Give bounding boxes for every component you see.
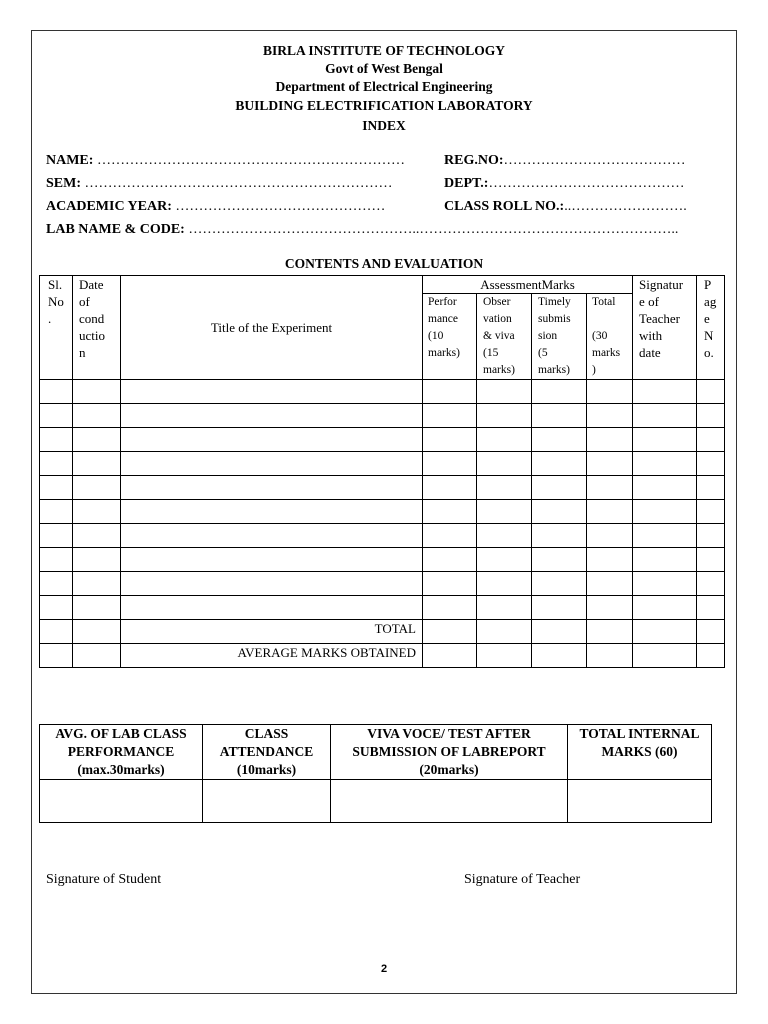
average-row (40, 644, 725, 668)
cell[interactable] (40, 644, 73, 668)
cell[interactable] (532, 548, 587, 572)
cell[interactable] (73, 524, 121, 548)
contents-title: CONTENTS AND EVALUATION (284, 256, 484, 271)
cell[interactable] (423, 620, 477, 644)
cell[interactable] (423, 452, 477, 476)
cell[interactable] (697, 500, 725, 524)
summary-value-row (40, 780, 712, 823)
cell[interactable] (121, 404, 423, 428)
summary-total-internal: TOTAL INTERNAL MARKS (60) (568, 725, 712, 780)
cell[interactable] (697, 572, 725, 596)
table-row (40, 572, 725, 596)
class-roll-field[interactable] (444, 199, 687, 215)
cell[interactable] (477, 380, 532, 404)
cell[interactable] (697, 620, 725, 644)
sem-dots: ………………………………………………………… (81, 176, 393, 191)
table-row (40, 500, 725, 524)
cell[interactable] (40, 620, 73, 644)
cell[interactable] (121, 476, 423, 500)
name-field[interactable] (46, 153, 405, 169)
reg-no-dots: ………………………………… (503, 153, 686, 168)
institute-name: BIRLA INSTITUTE OF TECHNOLOGY (263, 43, 505, 58)
cell[interactable] (73, 380, 121, 404)
cell[interactable] (532, 380, 587, 404)
cell[interactable] (40, 476, 73, 500)
cell[interactable] (697, 404, 725, 428)
table-row (40, 404, 725, 428)
cell[interactable] (121, 380, 423, 404)
col-page-no: P ag e N o. (697, 276, 725, 380)
summary-avg-value[interactable] (40, 780, 203, 823)
cell[interactable] (532, 596, 587, 620)
cell[interactable] (477, 548, 532, 572)
dept-label: DEPT.: (444, 176, 489, 191)
dept-field[interactable] (444, 176, 684, 192)
col-performance: Perfor mance (10 marks) (423, 294, 477, 380)
cell[interactable] (587, 428, 633, 452)
cell[interactable] (121, 428, 423, 452)
cell[interactable] (423, 476, 477, 500)
cell[interactable] (40, 500, 73, 524)
cell[interactable] (587, 596, 633, 620)
cell[interactable] (40, 380, 73, 404)
table-row (40, 596, 725, 620)
cell[interactable] (697, 476, 725, 500)
cell[interactable] (697, 596, 725, 620)
sem-label: SEM: (46, 176, 81, 191)
cell[interactable] (587, 500, 633, 524)
cell[interactable] (73, 644, 121, 668)
cell[interactable] (587, 644, 633, 668)
cell[interactable] (633, 620, 697, 644)
cell[interactable] (477, 404, 532, 428)
cell[interactable] (532, 500, 587, 524)
dept-dots: …………………………………… (488, 176, 685, 191)
cell[interactable] (633, 572, 697, 596)
academic-year-field[interactable] (46, 199, 385, 215)
cell[interactable] (532, 404, 587, 428)
table-row (40, 452, 725, 476)
cell[interactable] (40, 596, 73, 620)
cell[interactable] (477, 500, 532, 524)
summary-viva-voce: VIVA VOCE/ TEST AFTER SUBMISSION OF LABREPORT (20marks) (331, 725, 568, 780)
col-title: Title of the Experiment (121, 276, 423, 380)
cell[interactable] (121, 596, 423, 620)
cell[interactable] (532, 476, 587, 500)
cell[interactable] (121, 572, 423, 596)
cell[interactable] (587, 380, 633, 404)
cell[interactable] (532, 644, 587, 668)
cell[interactable] (73, 500, 121, 524)
lab-name-field[interactable] (46, 222, 678, 238)
cell[interactable] (423, 524, 477, 548)
col-assessment-marks: AssessmentMarks (423, 276, 633, 294)
total-label: TOTAL (121, 620, 423, 644)
cell[interactable] (73, 428, 121, 452)
cell[interactable] (633, 644, 697, 668)
cell[interactable] (40, 548, 73, 572)
cell[interactable] (633, 524, 697, 548)
contents-table (39, 275, 725, 668)
cell[interactable] (73, 620, 121, 644)
cell[interactable] (423, 572, 477, 596)
col-sl-no: Sl. No . (40, 276, 73, 380)
cell[interactable] (73, 596, 121, 620)
table-row (40, 524, 725, 548)
cell[interactable] (477, 428, 532, 452)
cell[interactable] (532, 428, 587, 452)
reg-no-label: REG.NO: (444, 153, 504, 168)
col-observation: Obser vation & viva (15 marks) (477, 294, 532, 380)
cell[interactable] (40, 404, 73, 428)
cell[interactable] (477, 644, 532, 668)
summary-table (39, 724, 712, 823)
cell[interactable] (633, 500, 697, 524)
cell[interactable] (73, 404, 121, 428)
cell[interactable] (633, 380, 697, 404)
cell[interactable] (121, 500, 423, 524)
cell[interactable] (477, 596, 532, 620)
cell[interactable] (477, 476, 532, 500)
table-row (40, 548, 725, 572)
index-title: INDEX (362, 118, 406, 133)
teacher-signature: Signature of Teacher (464, 872, 581, 887)
sem-field[interactable] (46, 176, 393, 192)
cell[interactable] (40, 452, 73, 476)
col-signature: Signatur e of Teacher with date (633, 276, 697, 380)
average-label: AVERAGE MARKS OBTAINED (121, 644, 423, 668)
table-row (40, 476, 725, 500)
cell[interactable] (73, 572, 121, 596)
cell[interactable] (40, 572, 73, 596)
cell[interactable] (633, 548, 697, 572)
name-dots: ………………………………………………………… (93, 153, 405, 168)
cell[interactable] (121, 524, 423, 548)
cell[interactable] (40, 524, 73, 548)
cell[interactable] (633, 452, 697, 476)
cell[interactable] (40, 428, 73, 452)
cell[interactable] (477, 452, 532, 476)
cell[interactable] (121, 452, 423, 476)
academic-year-label: ACADEMIC YEAR: (46, 199, 172, 214)
cell[interactable] (587, 476, 633, 500)
cell[interactable] (423, 548, 477, 572)
reg-no-field[interactable] (444, 153, 686, 169)
cell[interactable] (587, 572, 633, 596)
cell[interactable] (633, 404, 697, 428)
cell[interactable] (587, 452, 633, 476)
cell[interactable] (697, 524, 725, 548)
cell[interactable] (532, 620, 587, 644)
cell[interactable] (697, 380, 725, 404)
cell[interactable] (73, 548, 121, 572)
cell[interactable] (121, 548, 423, 572)
academic-year-dots: ……………………………………… (171, 199, 386, 214)
govt-line: Govt of West Bengal (325, 61, 443, 76)
summary-avg-performance: AVG. OF LAB CLASS PERFORMANCE (max.30marks) (40, 725, 203, 780)
cell[interactable] (587, 548, 633, 572)
col-timely: Timely submis sion (5 marks) (532, 294, 587, 380)
cell[interactable] (423, 596, 477, 620)
cell[interactable] (587, 404, 633, 428)
cell[interactable] (532, 572, 587, 596)
cell[interactable] (587, 620, 633, 644)
cell[interactable] (423, 428, 477, 452)
table-row (40, 428, 725, 452)
cell[interactable] (477, 524, 532, 548)
table-row (40, 380, 725, 404)
cell[interactable] (697, 644, 725, 668)
total-row (40, 620, 725, 644)
cell[interactable] (423, 500, 477, 524)
lab-line: BUILDING ELECTRIFICATION LABORATORY (235, 98, 533, 113)
student-signature: Signature of Student (46, 872, 162, 887)
cell[interactable] (423, 644, 477, 668)
summary-viva-value[interactable] (331, 780, 568, 823)
cell[interactable] (423, 404, 477, 428)
summary-attendance-value[interactable] (203, 780, 331, 823)
department-line: Department of Electrical Engineering (275, 79, 493, 94)
name-label: NAME: (46, 153, 94, 168)
cell[interactable] (633, 596, 697, 620)
cell[interactable] (587, 524, 633, 548)
class-roll-dots: ..……………………. (564, 199, 687, 214)
cell[interactable] (697, 548, 725, 572)
cell[interactable] (633, 476, 697, 500)
cell[interactable] (633, 428, 697, 452)
lab-name-label: LAB NAME & CODE: (46, 222, 185, 237)
cell[interactable] (477, 572, 532, 596)
page-number: 2 (380, 963, 388, 975)
cell[interactable] (73, 452, 121, 476)
cell[interactable] (532, 452, 587, 476)
cell[interactable] (477, 620, 532, 644)
cell[interactable] (423, 380, 477, 404)
lab-name-dots: …………………………………………..……………………………………………….. (184, 222, 679, 237)
summary-attendance: CLASS ATTENDANCE (10marks) (203, 725, 331, 780)
summary-total-value[interactable] (568, 780, 712, 823)
cell[interactable] (697, 452, 725, 476)
cell[interactable] (532, 524, 587, 548)
col-date: Date of cond uctio n (73, 276, 121, 380)
cell[interactable] (73, 476, 121, 500)
col-total: Total (30 marks ) (587, 294, 633, 380)
cell[interactable] (697, 428, 725, 452)
class-roll-label: CLASS ROLL NO.: (444, 199, 565, 214)
